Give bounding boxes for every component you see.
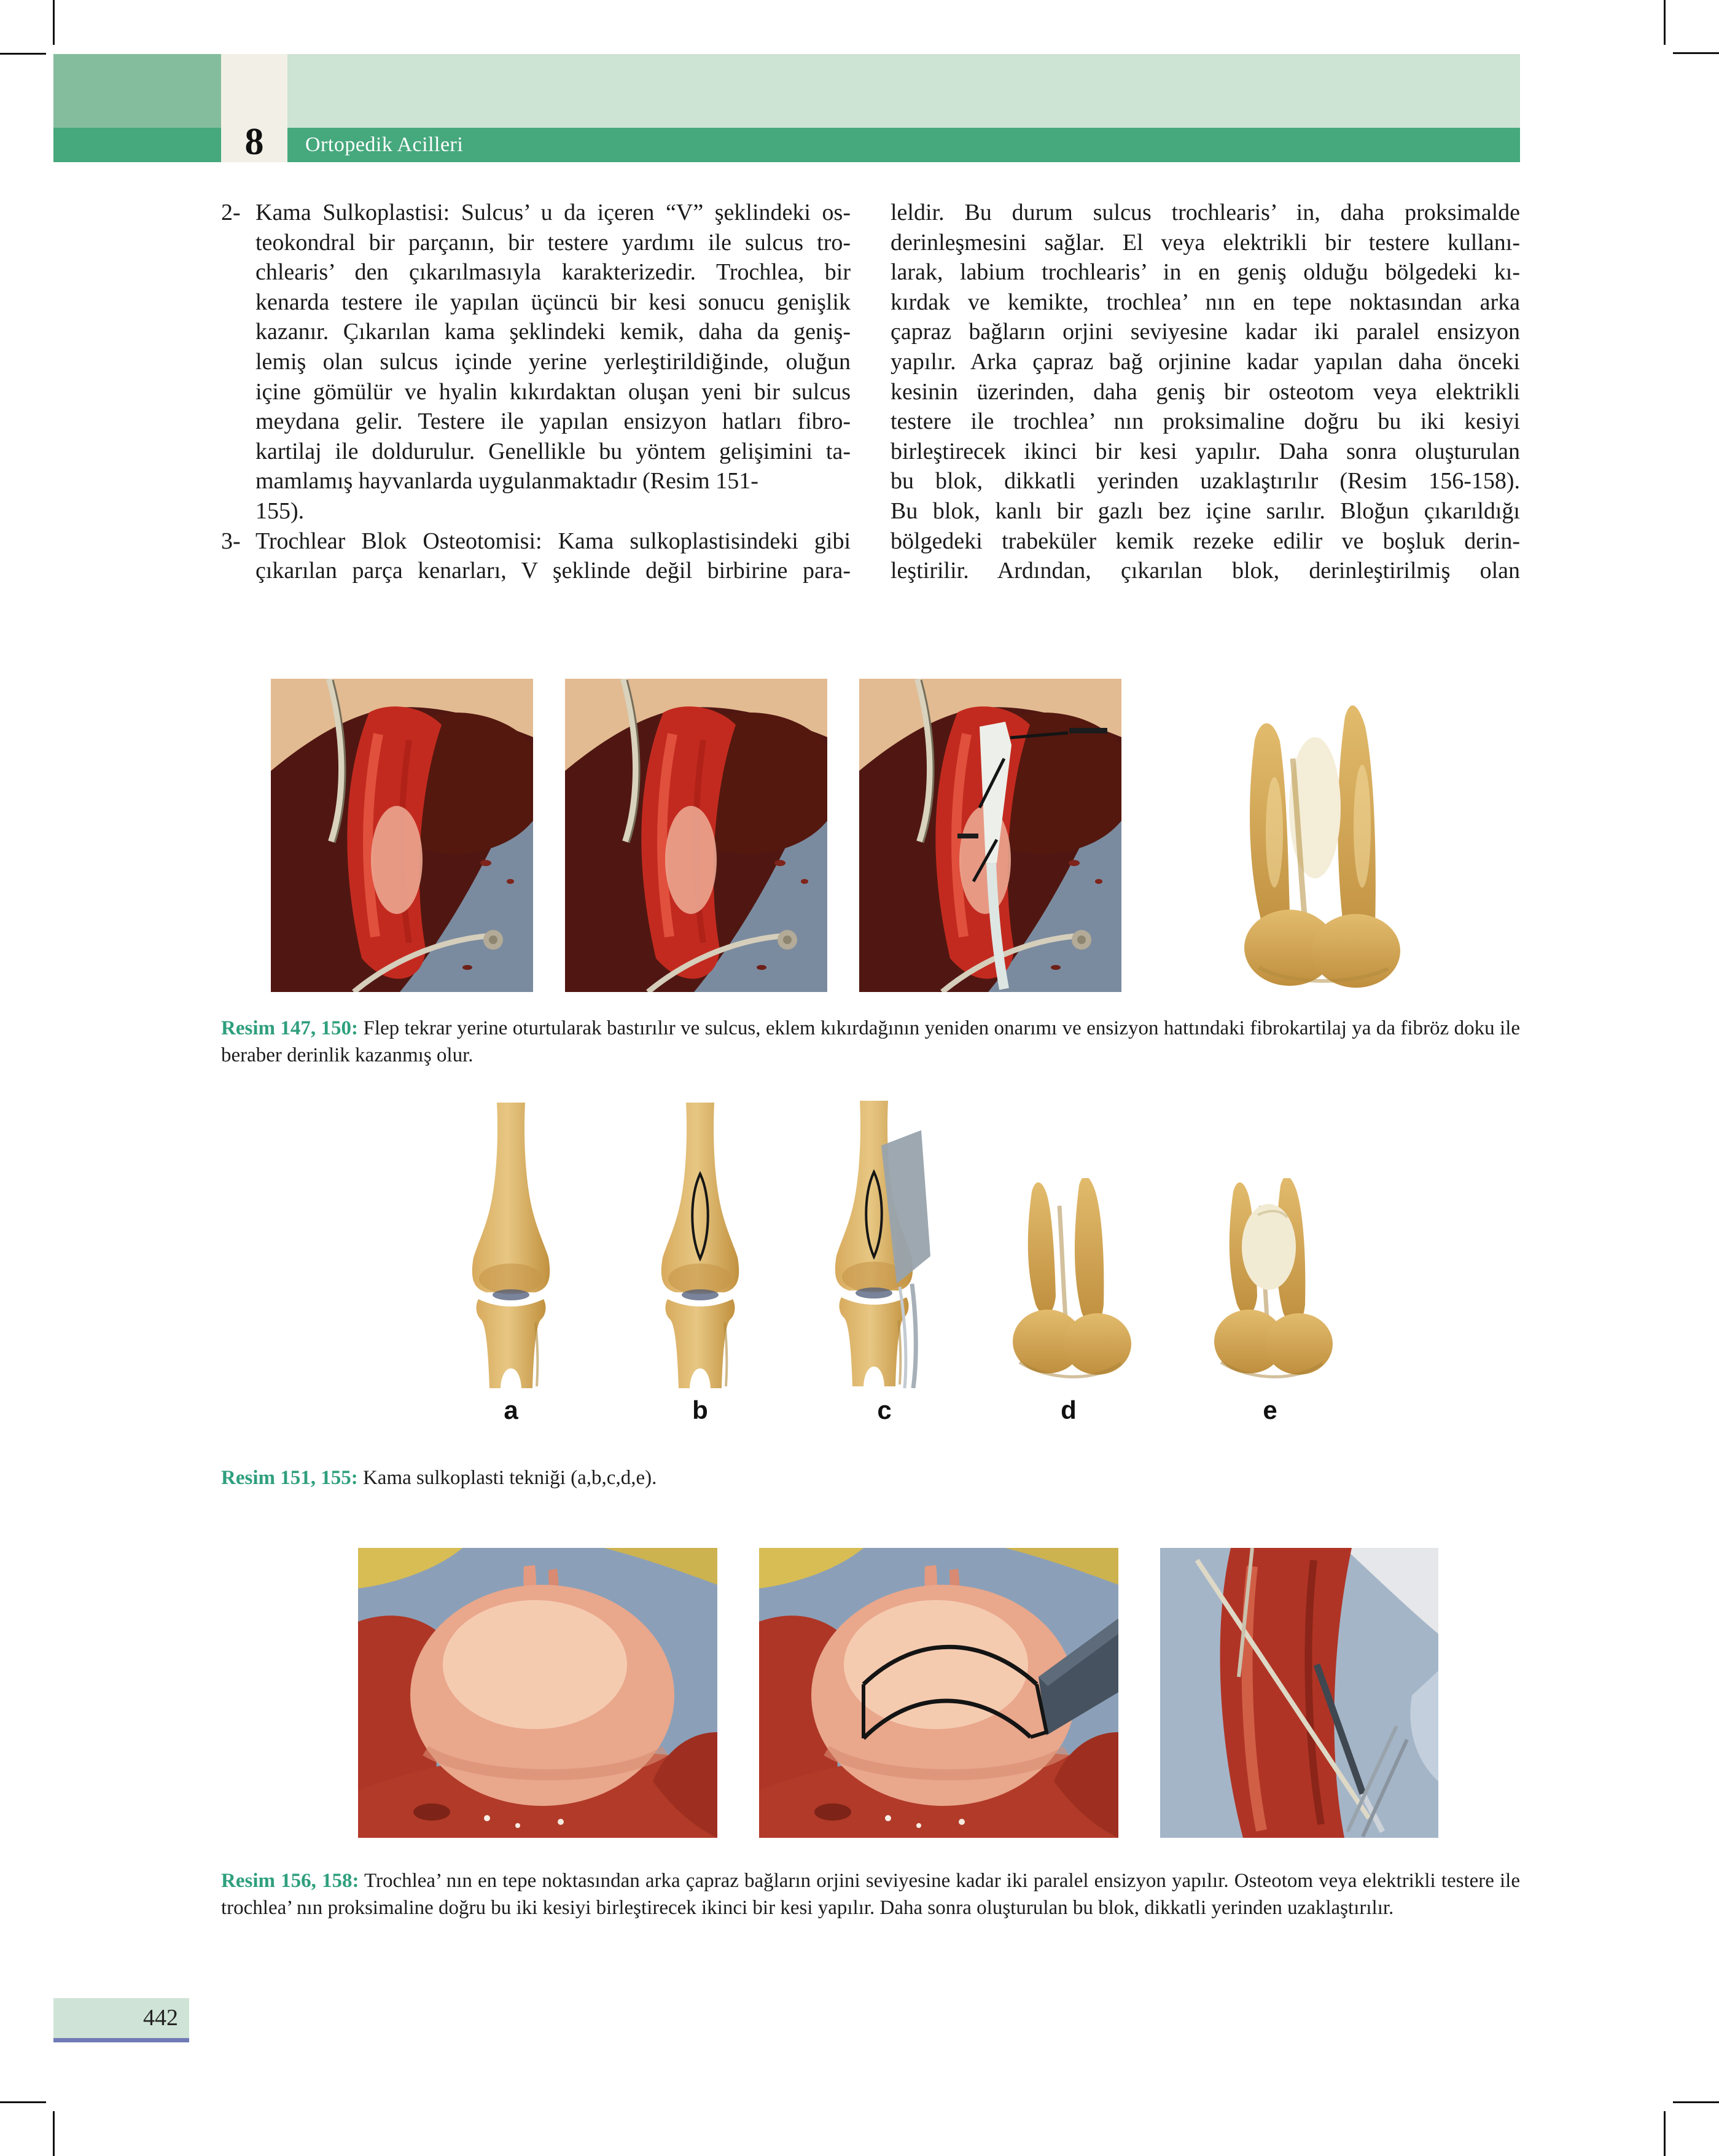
body-text-line	[891, 526, 1520, 557]
header-band-medium-green	[53, 54, 221, 128]
caption-text: Flep tekrar yerine oturtularak bastırılır ve sulcus, eklem kıkırdağının yeniden onarımı ve ensizyon hattındaki fibrokartilaj ya da fibröz doku ile beraber derinlik kazanmış olur.	[221, 1017, 1521, 1066]
body-text: larak, labium trochlearis’ in en geniş olduğu bölgedeki kı-	[891, 259, 1520, 286]
figure-152-knee-diagram-b	[651, 1103, 749, 1388]
body-text: leştirilir. Ardından, çıkarılan blok, derinleştirilmiş olan	[891, 558, 1520, 584]
crop-mark-top-right-v	[1664, 0, 1666, 45]
body-text: bu blok, dikkatli yerinden uzaklaştırılır (Resim 156-158).	[891, 468, 1520, 494]
body-text: Trochlear Blok Osteotomisi: Kama sulkoplastisindeki gibi	[255, 528, 851, 554]
caption-resim-156-158	[221, 1867, 1520, 1921]
body-text-line	[221, 526, 851, 557]
figure-147-surgical-photo	[271, 679, 533, 992]
body-text: testere ile trochlea’ nın proksimaline doğru bu iki kesiyi	[891, 408, 1520, 435]
body-text: chlearis’ den çıkarılmasıyla karakterizedir. Trochlea, bir	[255, 259, 851, 286]
body-text-line	[221, 198, 851, 228]
body-text-line	[891, 377, 1520, 407]
body-text: içine gömülür ve hyalin kıkırdaktan oluşan yeni bir sulcus	[255, 378, 851, 405]
figure-150-bone-model	[1167, 679, 1443, 992]
body-text: yapılır. Arka çapraz bağ orjinine kadar yapılan daha önceki	[891, 348, 1520, 375]
body-text-line	[891, 407, 1520, 437]
caption-text: Trochlea’ nın en tepe noktasından arka çapraz bağların orjini seviyesine kadar iki paralel ensizyon yapılır. Osteotom veya elektrikli testere ile trochlea’ nın proksimaline doğru bu iki kesiyi birleştirecek ikinci bir kesi yapılır. Daha sonra oluşturulan bu blok, dikkatli yerinden uzaklaştırılır.	[221, 1870, 1521, 1919]
body-text-line	[891, 228, 1520, 258]
body-text-line	[891, 466, 1520, 496]
figure-label-b: b	[692, 1396, 708, 1424]
body-text: derinleşmesini sağlar. El veya elektrikli bir testere kullanı-	[891, 229, 1520, 256]
body-text: mamlamış hayvanlarda uygulanmaktadır (Resim 151-	[255, 468, 758, 494]
header-chapter-number-strip	[221, 54, 287, 162]
list-item-marker: 3-	[221, 528, 241, 554]
body-text-line	[891, 257, 1520, 287]
figure-label-d: d	[1061, 1396, 1077, 1424]
caption-resim-151-155	[221, 1464, 1520, 1491]
figure-148-surgical-photo	[565, 679, 827, 992]
chapter-header	[53, 54, 1520, 162]
body-text: kenarda testere ile yapılan üçüncü bir kesi sonucu genişlik	[255, 289, 851, 315]
crop-mark-bottom-left-v	[53, 2111, 55, 2156]
list-item-marker: 2-	[221, 200, 241, 225]
body-text: kesinin üzerinden, daha geniş bir osteotom veya elektrikli	[891, 378, 1520, 405]
chapter-number: 8	[244, 121, 264, 163]
body-text: kırdak ve kemikte, trochlea’ nın en tepe noktasından arka	[891, 289, 1520, 315]
body-text-line	[221, 228, 851, 258]
left-column	[221, 198, 851, 586]
body-text-line	[891, 496, 1520, 526]
body-text: bölgedeki trabeküler kemik rezeke edilir ve boşluk derin-	[891, 528, 1520, 554]
figure-label-c: c	[877, 1396, 892, 1424]
body-text-line	[221, 287, 851, 318]
figure-label-a: a	[504, 1396, 518, 1424]
body-text: Bu blok, kanlı bir gazlı bez içine sarılır. Bloğun çıkarıldığı	[891, 498, 1520, 524]
body-text-line	[891, 198, 1520, 228]
body-text-line	[221, 556, 851, 586]
body-text-line	[221, 257, 851, 287]
caption-label: Resim 156, 158:	[221, 1870, 359, 1892]
body-text-line	[891, 347, 1520, 377]
body-text: kartilaj ile doldurulur. Genellikle bu yöntem gelişimini ta-	[255, 438, 851, 464]
body-text-line	[891, 287, 1520, 318]
body-text: çapraz bağların orjini seviyesine kadar iki paralel ensizyon	[891, 319, 1520, 345]
figure-151-knee-diagram-a	[462, 1103, 560, 1388]
body-text: birleştirecek ikinci bir kesi yapılır. Daha sonra oluşturulan	[891, 438, 1520, 464]
caption-text: Kama sulkoplasti tekniği (a,b,c,d,e).	[362, 1467, 657, 1489]
crop-mark-top-right-h	[1673, 52, 1719, 54]
figure-label-e: e	[1263, 1396, 1277, 1424]
page-number-rule	[53, 2038, 189, 2042]
caption-resim-147-150	[221, 1015, 1520, 1069]
body-text: çıkarılan parça kenarları, V şeklinde değil birbirine para-	[255, 558, 851, 584]
crop-mark-top-left-v	[53, 0, 55, 45]
page-number: 442	[143, 2005, 178, 2031]
body-text: meydana gelir. Testere ile yapılan ensizyon hatları fibro-	[255, 408, 851, 435]
figure-158-surgical-photo-instruments	[1160, 1548, 1438, 1838]
figure-154-femur-end-diagram-d	[995, 1178, 1142, 1387]
body-text: Kama Sulkoplastisi: Sulcus’ u da içeren “V” şeklindeki os-	[255, 200, 851, 225]
body-text: lemiş olan sulcus içinde yerine yerleştirildiğinde, oluğun	[255, 348, 851, 375]
figure-153-knee-diagram-c-with-saw	[820, 1099, 949, 1388]
body-text-line	[221, 377, 851, 407]
body-text-line	[221, 407, 851, 437]
body-text: teokondral bir parçanın, bir testere yardımı ile sulcus tro-	[255, 229, 851, 256]
body-text-line	[221, 437, 851, 467]
body-text-line	[891, 556, 1520, 586]
crop-mark-bottom-left-h	[0, 2101, 46, 2103]
header-band-pale-green	[287, 54, 1520, 128]
figure-155-femur-end-diagram-e-with-wedge	[1196, 1178, 1344, 1387]
caption-label: Resim 151, 155:	[221, 1467, 358, 1489]
body-text-line	[221, 347, 851, 377]
body-text: leldir. Bu durum sulcus trochlearis’ in, daha proksimalde	[891, 200, 1520, 225]
body-text-line	[221, 496, 851, 526]
body-text-line	[221, 317, 851, 347]
figure-157-trochlea-closeup-annotated	[759, 1548, 1118, 1838]
body-text: kazanır. Çıkarılan kama şeklindeki kemik, daha da geniş-	[255, 319, 851, 345]
body-text-line	[891, 317, 1520, 347]
right-column	[891, 198, 1520, 586]
figure-156-trochlea-closeup-photo	[358, 1548, 717, 1838]
body-text-line	[221, 466, 851, 496]
page-number-box	[53, 1998, 189, 2038]
crop-mark-bottom-right-h	[1673, 2101, 1719, 2103]
figure-149-surgical-photo-annotated	[859, 679, 1121, 992]
body-text: 155).	[255, 498, 305, 524]
body-text-line	[891, 437, 1520, 467]
chapter-title: Ortopedik Acilleri	[305, 133, 464, 156]
crop-mark-top-left-h	[0, 53, 46, 55]
caption-label: Resim 147, 150:	[221, 1017, 359, 1039]
crop-mark-bottom-right-v	[1664, 2111, 1666, 2156]
